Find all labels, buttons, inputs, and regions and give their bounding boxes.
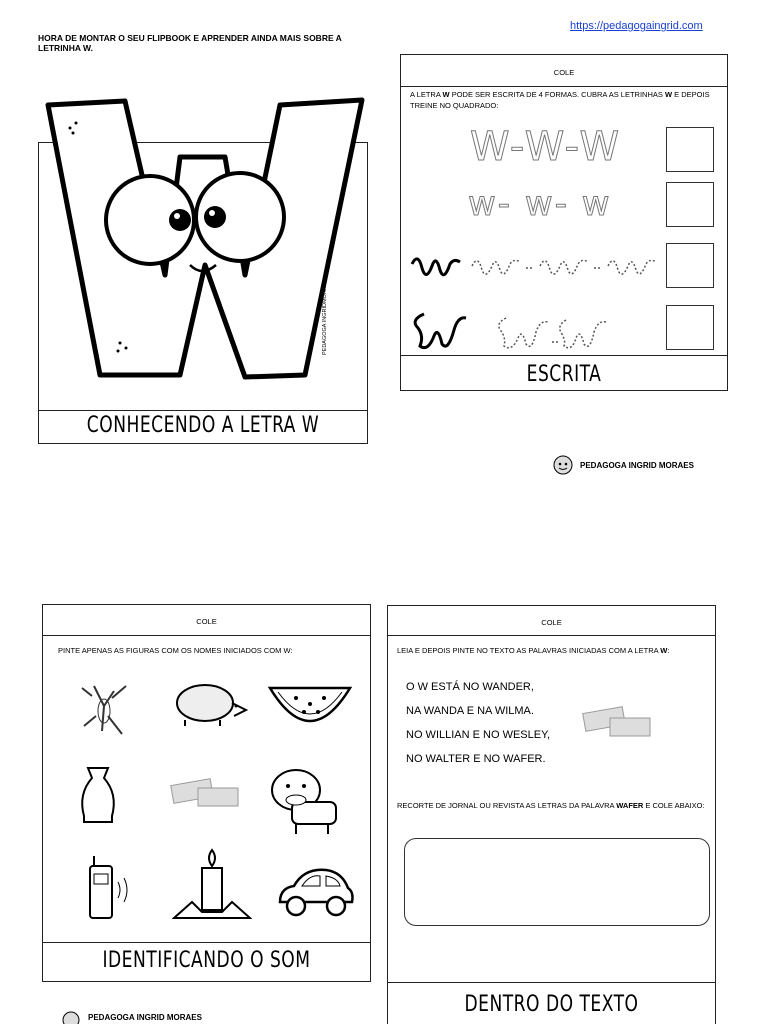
wafer-icon [580,706,654,742]
watermelon-icon[interactable] [266,684,354,730]
sound-cole-divider [42,635,371,636]
text-cole-label: COLE [541,618,562,627]
writing-caption-divider [400,355,728,356]
writing-cole-divider [400,86,728,87]
car-icon[interactable] [274,864,356,920]
poem-line: NO WILLIAN E NO WESLEY, [406,729,551,741]
writing-cole-label: COLE [553,68,575,77]
cut-instruction: RECORTE DE JORNAL OU REVISTA AS LETRAS DA PALAVRA WAFER E COLE ABAIXO: [397,801,705,810]
practice-square-3[interactable] [666,243,714,288]
brand-logo-bottom: PEDAGOGA INGRID MORAES [56,1010,202,1024]
poem-line: NA WANDA E NA WILMA. [406,705,534,717]
text-panel [387,605,716,1024]
practice-square-2[interactable] [666,182,714,227]
writing-instruction: A LETRA W PODE SER ESCRITA DE 4 FORMAS. CUBRA AS LETRINHAS W E DEPOIS TREINE NO QUADRADO: [410,90,710,110]
trace-row-cursive-upper [406,306,636,356]
sound-caption: IDENTIFICANDO O SOM [102,947,311,973]
armadillo-icon[interactable] [170,678,250,728]
text-caption-divider [387,982,716,983]
lobster-icon[interactable] [74,676,134,744]
wafer-icon[interactable] [168,778,242,810]
trace-row-lowercase: w- w- w [468,184,612,224]
vase-icon[interactable] [76,766,120,826]
walkie-talkie-icon[interactable] [84,854,134,922]
girl-face-icon [56,1010,86,1024]
poem-line: NO WALTER E NO WAFER. [406,753,546,765]
page-instruction: HORA DE MONTAR O SEU FLIPBOOK E APRENDER AINDA MAIS SOBRE A LETRINHA W. [38,33,342,53]
trace-row-cursive-lower [408,248,658,288]
letter-caption-divider [38,410,368,411]
poem-line: O W ESTÁ NO WANDER, [406,681,534,693]
practice-square-4[interactable] [666,305,714,350]
text-caption: DENTRO DO TEXTO [464,991,639,1017]
practice-square-1[interactable] [666,127,714,172]
text-instruction: LEIA E DEPOIS PINTE NO TEXTO AS PALAVRAS INICIADAS COM A LETRA W: [397,646,670,655]
vertical-credit: PEDAGOGA INGRIDMORAES [322,279,328,355]
trace-row-uppercase: W-W-W [470,124,622,170]
poem [406,675,550,771]
site-link[interactable]: https://pedagogaingrid.com [570,20,703,32]
writing-caption: ESCRITA [526,361,602,387]
sound-caption-divider [42,942,371,943]
girl-face-icon [548,454,578,476]
brand-logo-top: PEDAGOGA INGRID MORAES [548,454,694,476]
text-cole-divider [387,635,716,636]
letter-caption: CONHECENDO A LETRA W [86,412,320,438]
cow-icon[interactable] [266,764,348,836]
letter-w-character-icon [40,95,370,385]
paste-area[interactable] [404,838,710,926]
sound-cole-label: COLE [196,617,217,626]
sound-instruction: PINTE APENAS AS FIGURAS COM OS NOMES INICIADOS COM W: [58,646,293,655]
candle-icon[interactable] [172,848,252,922]
